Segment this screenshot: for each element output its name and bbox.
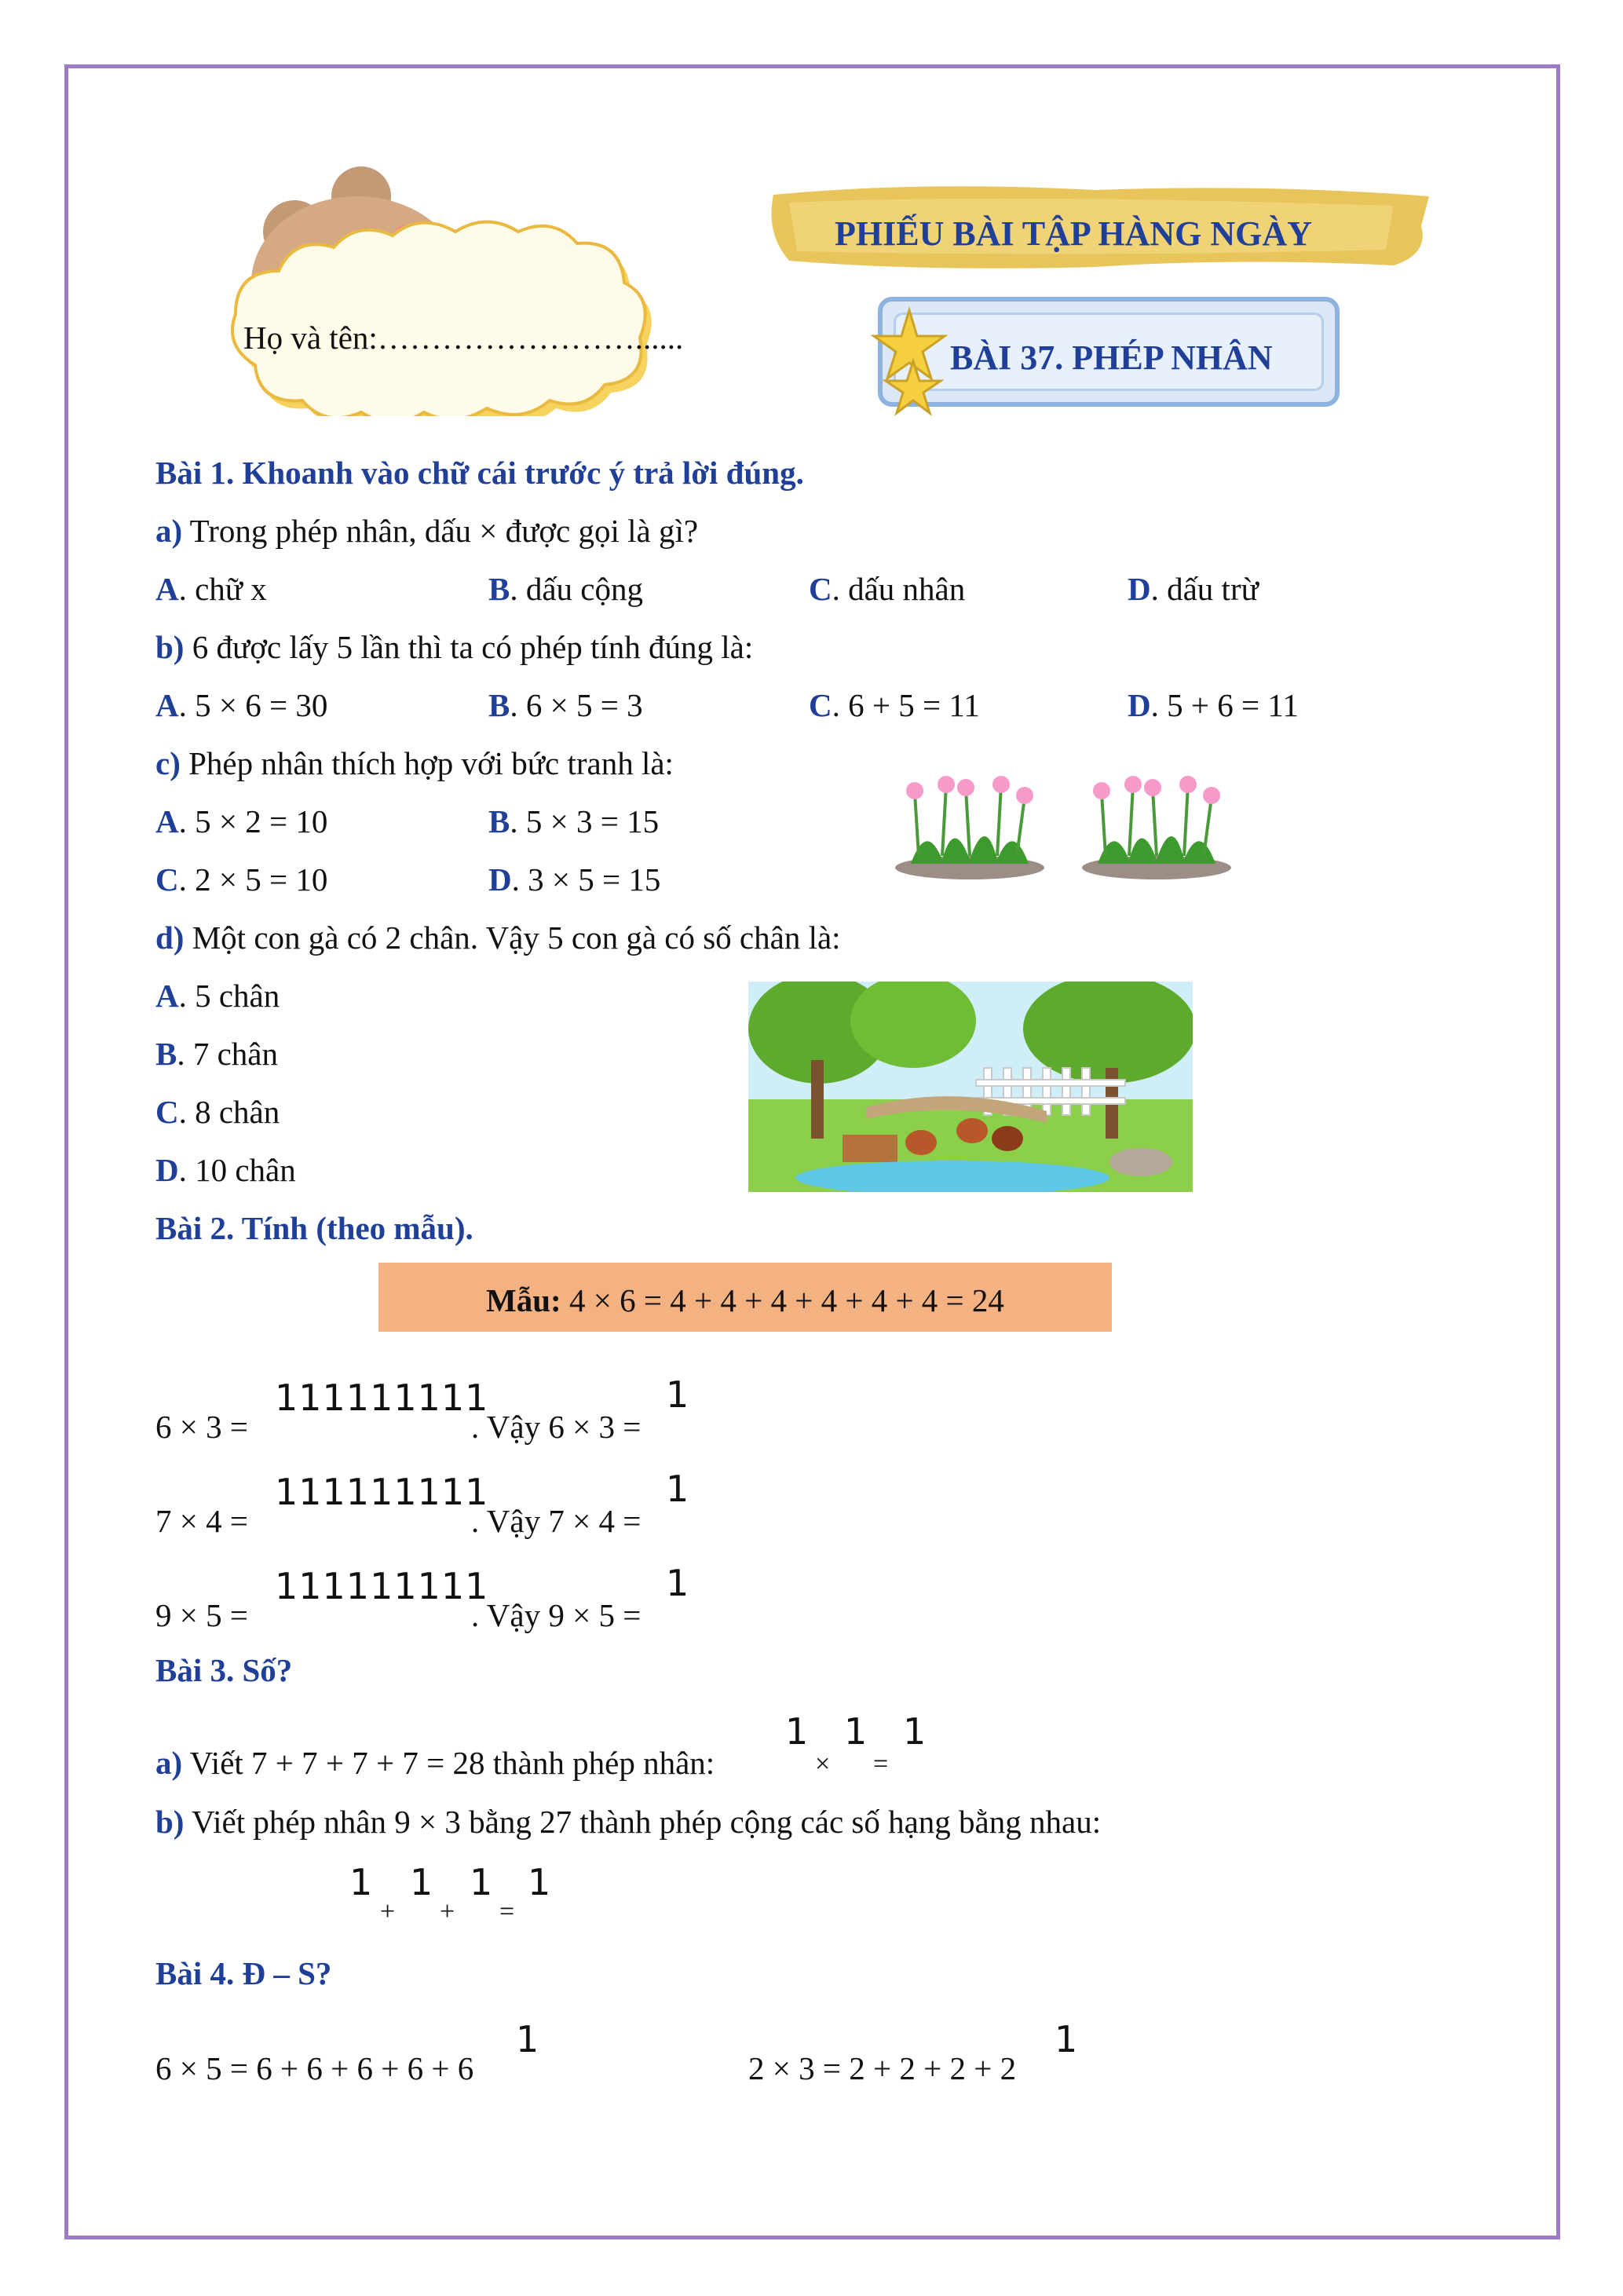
plus-sign: +: [440, 1897, 455, 1926]
option-a-C[interactable]: C. dấu nhân: [809, 571, 966, 607]
answer-blank[interactable]: 1: [470, 1861, 493, 1903]
bai2-heading: Bài 2. Tính (theo mẫu).: [155, 1210, 473, 1246]
option-d-A[interactable]: A. 5 chân: [155, 978, 280, 1014]
answer-blank[interactable]: 1: [410, 1861, 433, 1903]
chicken-garden-image: [748, 982, 1193, 1192]
answer-blank[interactable]: 1: [666, 1373, 689, 1416]
times-sign: ×: [815, 1749, 831, 1779]
answer-blank[interactable]: 111111111: [275, 1471, 489, 1513]
bai2-row-1: 6 × 3 = 111111111 . Vậy 6 × 3 = 1: [155, 1373, 689, 1445]
answer-blank[interactable]: 1: [903, 1710, 927, 1753]
flower-pots-image: [887, 773, 1248, 883]
equals-sign: =: [499, 1897, 515, 1926]
option-a-D[interactable]: D. dấu trừ: [1128, 571, 1259, 607]
option-b-B[interactable]: B. 6 × 5 = 3: [488, 687, 643, 723]
option-d-D[interactable]: D. 10 chân: [155, 1152, 296, 1188]
answer-box[interactable]: 1: [516, 2018, 539, 2060]
worksheet-title: PHIẾU BÀI TẬP HÀNG NGÀY: [835, 214, 1312, 253]
option-a-A[interactable]: A. chữ x: [155, 571, 267, 607]
answer-blank[interactable]: 1: [349, 1861, 373, 1903]
option-c-D[interactable]: D. 3 × 5 = 15: [488, 861, 661, 898]
option-b-A[interactable]: A. 5 × 6 = 30: [155, 687, 328, 723]
sample-box: [378, 1263, 1112, 1332]
option-b-D[interactable]: D. 5 + 6 = 11: [1128, 687, 1299, 723]
option-a-B[interactable]: B. dấu cộng: [488, 571, 644, 607]
option-c-A[interactable]: A. 5 × 2 = 10: [155, 803, 328, 839]
lesson-title: BÀI 37. PHÉP NHÂN: [950, 338, 1273, 377]
flower-bed-1: [895, 776, 1044, 879]
option-d-B[interactable]: B. 7 chân: [155, 1036, 279, 1072]
bear-name-card: [204, 165, 738, 416]
answer-blank[interactable]: 1: [528, 1861, 551, 1903]
question-c: c) Phép nhân thích hợp với bức tranh là:: [155, 745, 674, 781]
question-d: d) Một con gà có 2 chân. Vậy 5 con gà có số chân là:: [155, 919, 841, 956]
equals-sign: =: [873, 1749, 889, 1779]
bai1-heading: Bài 1. Khoanh vào chữ cái trước ý trả lời đúng.: [155, 455, 804, 491]
answer-box[interactable]: 1: [1055, 2018, 1078, 2060]
answer-blank[interactable]: 1: [844, 1710, 868, 1753]
bai3-question-a: a) Viết 7 + 7 + 7 + 7 = 28 thành phép nhân:: [155, 1745, 715, 1781]
bai2-row-3: 9 × 5 = 111111111 . Vậy 9 × 5 = 1: [155, 1562, 689, 1633]
bai2-row-2: 7 × 4 = 111111111 . Vậy 7 × 4 = 1: [155, 1468, 689, 1539]
bai4-item-1: 6 × 5 = 6 + 6 + 6 + 6 + 6: [155, 2050, 474, 2086]
bai3-question-b: b) Viết phép nhân 9 × 3 bằng 27 thành phép cộng các số hạng bằng nhau:: [155, 1804, 1102, 1840]
answer-blank[interactable]: 1: [666, 1562, 689, 1604]
bai4-heading: Bài 4. Đ – S?: [155, 1955, 332, 1991]
question-a: a) Trong phép nhân, dấu × được gọi là gì?: [155, 513, 699, 549]
answer-blank[interactable]: 111111111: [275, 1565, 489, 1607]
answer-blank[interactable]: 111111111: [275, 1377, 489, 1419]
option-c-C[interactable]: C. 2 × 5 = 10: [155, 861, 328, 898]
flower-bed-2: [1082, 776, 1231, 879]
option-c-B[interactable]: B. 5 × 3 = 15: [488, 803, 660, 839]
question-b: b) 6 được lấy 5 lần thì ta có phép tính đúng là:: [155, 629, 754, 665]
plus-sign: +: [380, 1897, 396, 1926]
answer-blank[interactable]: 1: [785, 1710, 809, 1753]
bai4-item-2: 2 × 3 = 2 + 2 + 2 + 2: [748, 2050, 1017, 2086]
sample-text: Mẫu: 4 × 6 = 4 + 4 + 4 + 4 + 4 + 4 = 24: [486, 1282, 1004, 1318]
option-d-C[interactable]: C. 8 chân: [155, 1094, 280, 1130]
bai3-heading: Bài 3. Số?: [155, 1652, 293, 1688]
star-icon: [870, 306, 956, 432]
answer-blank[interactable]: 1: [666, 1468, 689, 1510]
name-field[interactable]: Họ và tên:……………………......: [243, 320, 684, 356]
option-b-C[interactable]: C. 6 + 5 = 11: [809, 687, 980, 723]
